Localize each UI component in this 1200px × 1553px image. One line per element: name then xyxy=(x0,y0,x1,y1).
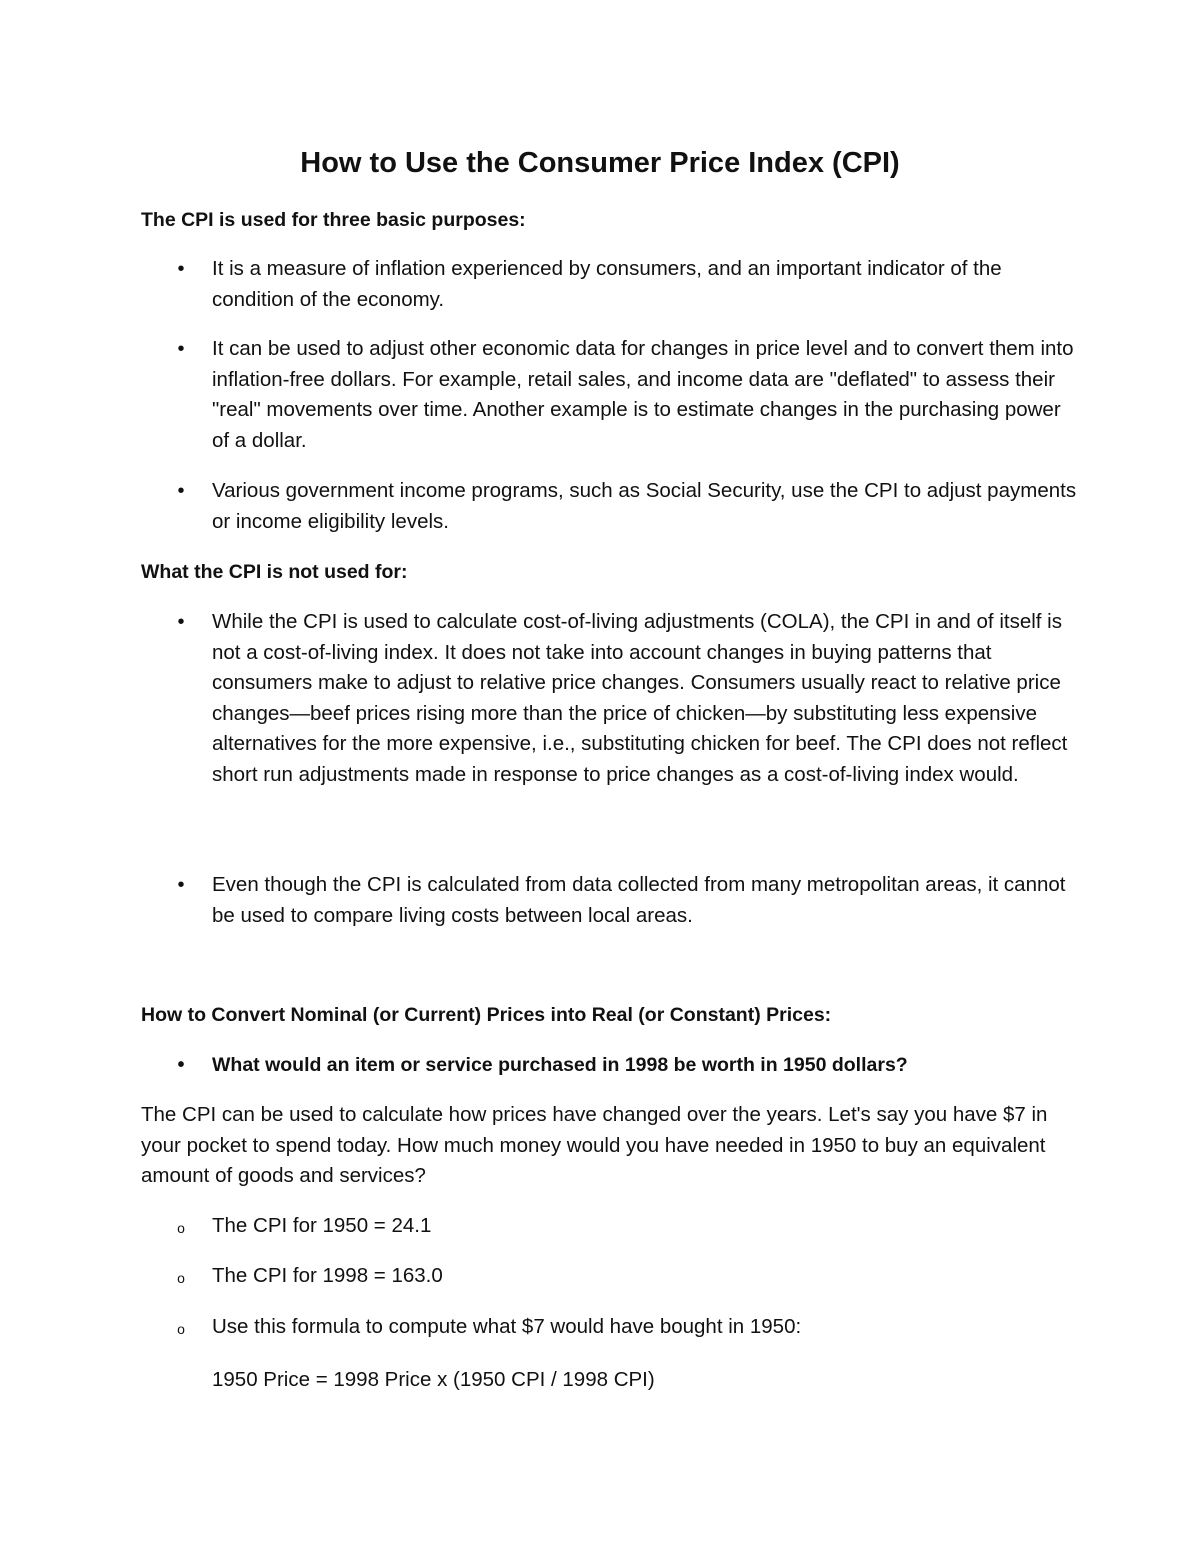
list-item-text: While the CPI is used to calculate cost-of-living adjustments (COLA), the CPI in and of itself is not a cost-of-living index. It does not take into account changes in buying patterns that consumers make to adjust to relative price changes. Consumers usually react to relative price changes—beef prices rising more than the price of chicken—by substituting less expensive alternatives for the more expensive, i.e., substituting chicken for beef. The CPI does not reflect short run adjustments made in response to price changes as a cost-of-living index would. xyxy=(212,610,1068,786)
list-item-text: Use this formula to compute what $7 would have bought in 1950: xyxy=(212,1315,802,1338)
section-heading-convert-prices: How to Convert Nominal (or Current) Prices into Real (or Constant) Prices: xyxy=(141,1004,832,1026)
list-item xyxy=(177,254,1082,315)
section-heading-not-used-for: What the CPI is not used for: xyxy=(141,561,408,583)
bullet-marker: • xyxy=(177,258,185,280)
list-item xyxy=(177,334,1082,456)
list-item xyxy=(177,1211,1082,1242)
circle-marker: o xyxy=(177,1220,185,1236)
bullet-marker: • xyxy=(177,338,185,360)
paragraph-cpi-example: The CPI can be used to calculate how prices have changed over the years. Let's say you have $7 in your pocket to spend today. How much money would you have needed in 1950 to buy an equivalent amount of goods and services? xyxy=(141,1103,1048,1187)
list-item xyxy=(177,870,1082,931)
list-item-question xyxy=(177,1050,1082,1081)
list-item-text: The CPI for 1998 = 163.0 xyxy=(212,1264,443,1287)
list-item-text: Even though the CPI is calculated from data collected from many metropolitan areas, it cannot be used to compare living costs between local areas. xyxy=(212,873,1066,927)
formula-text: 1950 Price = 1998 Price x (1950 CPI / 1998 CPI) xyxy=(212,1368,655,1391)
list-item-text: It is a measure of inflation experienced by consumers, and an important indicator of the condition of the economy. xyxy=(212,257,1002,311)
list-item-text: Various government income programs, such as Social Security, use the CPI to adjust payments or income eligibility levels. xyxy=(212,479,1077,533)
list-item-text: It can be used to adjust other economic data for changes in price level and to convert them into inflation-free dollars. For example, retail sales, and income data are "deflated" to assess their "real" movements over time. Another example is to estimate changes in the purchasing power of a dollar. xyxy=(212,337,1074,452)
list-item xyxy=(177,607,1082,790)
bullet-marker: • xyxy=(177,874,185,896)
circle-marker: o xyxy=(177,1270,185,1286)
list-item xyxy=(177,1312,1082,1343)
circle-marker: o xyxy=(177,1321,185,1337)
list-item-text: The CPI for 1950 = 24.1 xyxy=(212,1214,432,1237)
question-text: What would an item or service purchased in 1998 be worth in 1950 dollars? xyxy=(212,1054,908,1076)
bullet-marker: • xyxy=(177,480,185,502)
bullet-marker: • xyxy=(177,1054,185,1076)
document-title: How to Use the Consumer Price Index (CPI) xyxy=(300,147,900,179)
list-item xyxy=(177,1261,1082,1292)
bullet-marker: • xyxy=(177,611,185,633)
list-item xyxy=(177,476,1082,537)
section-heading-purposes: The CPI is used for three basic purposes: xyxy=(141,209,526,231)
